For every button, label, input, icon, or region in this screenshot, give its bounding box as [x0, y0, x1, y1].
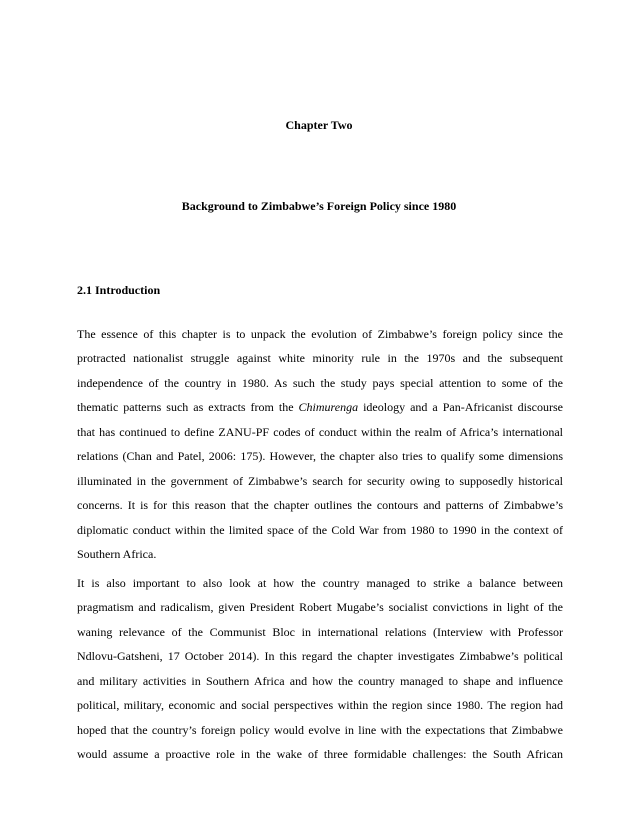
paragraph-line: hoped that the country’s foreign policy would evolve in line with the expectations that Zimbabwe [77, 722, 563, 737]
paragraph-line: It is also important to also look at how the country managed to strike a balance between [77, 576, 563, 590]
paragraph-line: would assume a proactive role in the wake of three formidable challenges: the South African [77, 747, 563, 762]
paragraph-line: concerns. It is for this reason that the chapter outlines the contours and patterns of Zimbabwe’s [77, 498, 563, 513]
chapter-title: Chapter Two [285, 118, 353, 132]
paragraph-line: The essence of this chapter is to unpack the evolution of Zimbabwe’s foreign policy since the [77, 327, 563, 341]
paragraph-line: and military activities in Southern Africa and how the country managed to shape and influence [77, 673, 563, 688]
paragraph-line: relations (Chan and Patel, 2006: 175). However, the chapter also tries to qualify some dimensions [77, 449, 563, 464]
paragraph-line: Ndlovu-Gatsheni, 17 October 2014). In this regard the chapter investigates Zimbabwe’s political [77, 649, 563, 664]
paragraph-line: waning relevance of the Communist Bloc in international relations (Interview with Professor [77, 624, 563, 639]
paragraph-line: pragmatism and radicalism, given President Robert Mugabe’s socialist convictions in light of the [77, 600, 563, 615]
paragraph-line: illuminated in the government of Zimbabwe’s search for security owing to supposedly historical [77, 473, 563, 488]
paragraph-line: protracted nationalist struggle against white minority rule in the 1970s and the subsequent [77, 351, 563, 366]
italic-term: Chimurenga [298, 400, 359, 415]
paragraph-line: that has continued to define ZANU-PF codes of conduct within the realm of Africa’s international [77, 424, 563, 439]
paragraph-line: diplomatic conduct within the limited space of the Cold War from 1980 to 1990 in the context of [77, 522, 563, 537]
introduction-paragraph-1 [77, 327, 563, 571]
section-heading: 2.1 Introduction [77, 283, 161, 297]
paragraph-line: Southern Africa. [77, 546, 157, 561]
paragraph-line: political, military, economic and social perspectives within the region since 1980. The region had [77, 698, 563, 713]
paragraph-line [77, 400, 563, 424]
line-text: ideology and a Pan-Africanist discourse [358, 400, 563, 415]
chapter-subtitle: Background to Zimbabwe’s Foreign Policy since 1980 [181, 199, 457, 213]
paragraph-line: independence of the country in 1980. As such the study pays special attention to some of the [77, 375, 563, 390]
introduction-paragraph-2 [77, 576, 563, 772]
line-text: thematic patterns such as extracts from the [77, 400, 299, 415]
